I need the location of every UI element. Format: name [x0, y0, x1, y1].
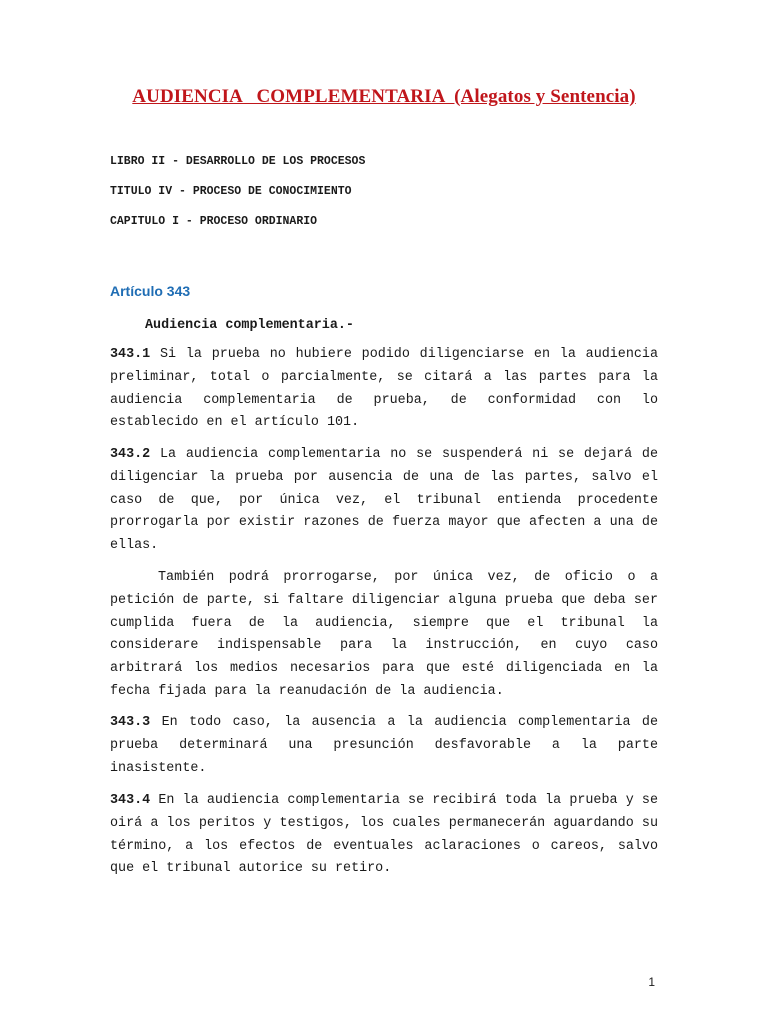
page-number: 1: [648, 975, 655, 989]
paragraph-343-3: [110, 712, 658, 780]
paragraph-number: 343.1: [110, 347, 151, 362]
heading-libro: LIBRO II - DESARROLLO DE LOS PROCESOS: [110, 155, 366, 168]
paragraph-343-2-continued: [110, 567, 658, 704]
paragraph-text: En todo caso, la ausencia a la audiencia complementaria de prueba determinará una presunción desfavorable a la parte inasistente.: [110, 715, 658, 776]
heading-titulo: TITULO IV - PROCESO DE CONOCIMIENTO: [110, 185, 352, 198]
heading-capitulo: CAPITULO I - PROCESO ORDINARIO: [110, 215, 318, 228]
paragraph-number: 343.3: [110, 715, 151, 730]
paragraph-text: Si la prueba no hubiere podido diligenciarse en la audiencia preliminar, total o parcialmente, se citará a las partes para la audiencia complementaria de prueba, de conformidad con lo establecido en el artículo 101.: [110, 347, 658, 431]
paragraph-343-4: [110, 790, 658, 881]
paragraph-number: 343.2: [110, 447, 151, 462]
paragraph-text: También podrá prorrogarse, por única vez, de oficio o a petición de parte, si faltare diligenciar alguna prueba que deba ser cumplida fuera de la audiencia, siempre que el tribunal la considerare indispensable para la instrucción, en cuyo caso arbitrará los medios necesarios para que esté diligenciada en la fecha fijada para la reanudación de la audiencia.: [110, 570, 658, 699]
article-subtitle: Audiencia complementaria.-: [145, 318, 354, 333]
paragraph-number: 343.4: [110, 793, 151, 808]
article-title: Artículo 343: [110, 283, 191, 299]
paragraph-343-1: [110, 344, 658, 435]
document-title: AUDIENCIA COMPLEMENTARIA (Alegatos y Sentencia): [132, 86, 636, 107]
paragraph-343-2: [110, 444, 658, 558]
paragraph-text: En la audiencia complementaria se recibirá toda la prueba y se oirá a los peritos y testigos, los cuales permanecerán aguardando su término, a los efectos de eventuales aclaraciones o careos, salvo que el tribunal autorice su retiro.: [110, 793, 658, 877]
paragraph-text: La audiencia complementaria no se suspenderá ni se dejará de diligenciar la prueba por ausencia de una de las partes, salvo el caso de que, por única vez, el tribunal entienda procedente prorrogarla por existir razones de fuerza mayor que afecten a una de ellas.: [110, 447, 658, 554]
